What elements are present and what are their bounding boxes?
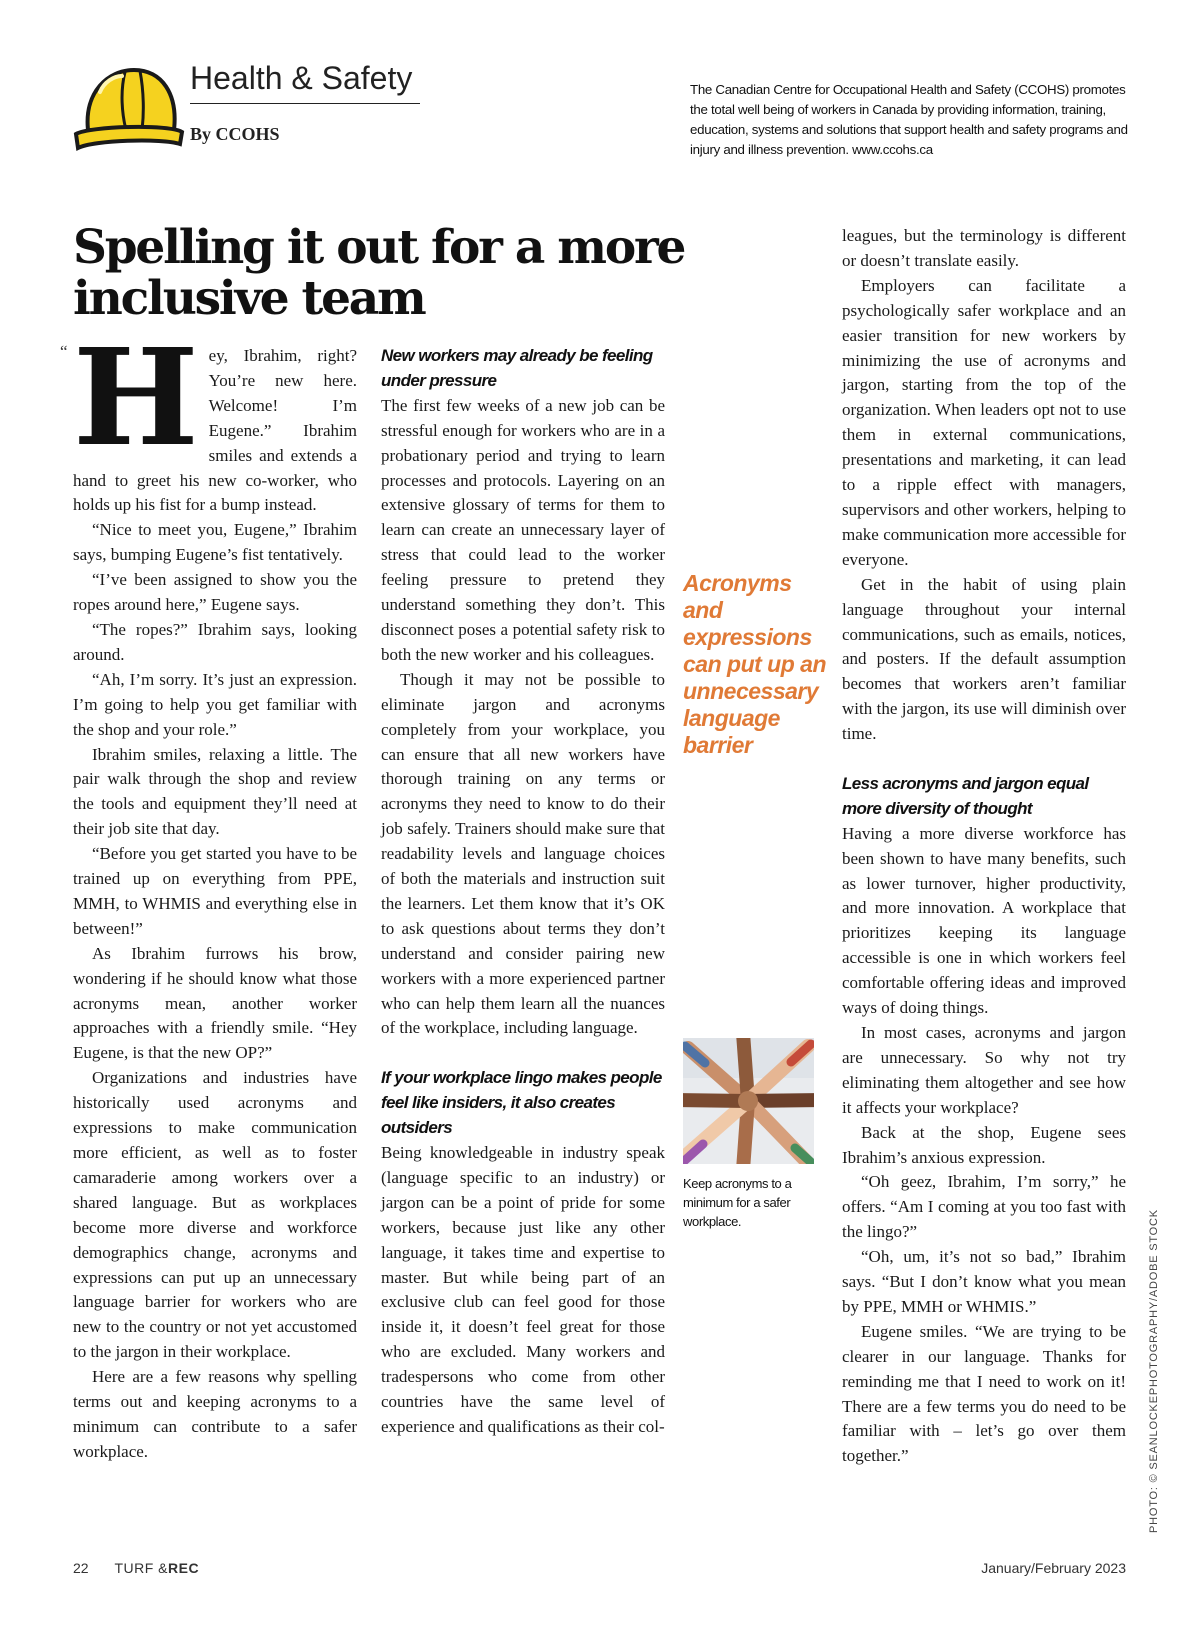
column-1	[60, 320, 357, 1465]
paragraph: “Oh, um, it’s not so bad,” Ibrahim says. “But I don’t know what you mean by PPE, MMH or WHMIS.”	[842, 1247, 1126, 1316]
column-3	[842, 224, 1126, 1469]
paragraph: Though it may not be possible to eliminate jargon and acronyms completely from your workplace, you can ensure that all new workers have thorough training on any terms or acronyms they need to know to do their job safely. Trainers should make sure that readability levels and language choices of both the materials and instruction suit the learners. Let them know that it’s OK to ask questions about terms they don’t understand and consider pairing new workers with a more experienced partner who can help them learn all the nuances of the workplace, including language.	[381, 669, 665, 1038]
paragraph: Being knowledgeable in industry speak (language specific to an industry) or jargon can be a point of pride for some workers, because just like any other language, it takes time and expertise to master. But while being part of an exclusive club can feel good for those inside it, it doesn’t feel great for those who are excluded. Many workers and tradespersons who come from other countries have the same level of experience and qualifications as their col-	[381, 1142, 665, 1436]
paragraph: Employers can facilitate a psychologically safer workplace and an easier transition for new workers by minimizing the use of acronyms and jargon, starting from the top of the organization. When leaders opt not to use them in external communications, presentations and marketing, it can lead to a ripple effect with managers, supervisors and other workers, helping to make communication more accessible for everyone.	[842, 275, 1126, 569]
paragraph: Having a more diverse workforce has been shown to have many benefits, such as lower turnover, higher productivity, and more innovation. A workplace that prioritizes keeping its language accessible is one in which workers feel comfortable offering ideas and improved ways of doing things.	[842, 823, 1126, 1018]
paragraph: ey, Ibrahim, right? You’re new here. Welcome! I’m Eugene.” Ibrahim smiles and extends a hand to greet his new co-worker, who holds up his fist for a bump instead.	[73, 346, 357, 515]
paragraph: In most cases, acronyms and jargon are unnecessary. So why not try eliminating them altogether and see how it affects your workplace?	[842, 1022, 1126, 1117]
issue-date: January/February 2023	[981, 1560, 1126, 1576]
paragraph: Get in the habit of using plain language throughout your internal communications, such as emails, notices, and posters. If the default assumption becomes that workers aren’t familiar with the jargon, its use will diminish over time.	[842, 574, 1126, 744]
paragraph: Back at the shop, Eugene sees Ibrahim’s anxious expression.	[842, 1122, 1126, 1167]
photo-caption: Keep acronyms to a minimum for a safer workplace.	[683, 1176, 792, 1229]
subhead: Less acronyms and jargon equal more diversity of thought	[842, 773, 1089, 818]
paragraph: “Before you get started you have to be trained up on everything from PPE, MMH, to WHMIS and everything else in between!”	[73, 844, 357, 938]
pull-quote: Acronyms and expressions can put up an unnecessary language barrier	[683, 570, 826, 758]
magazine-name: TURF &	[114, 1560, 169, 1576]
paragraph: “Ah, I’m sorry. It’s just an expression. I’m going to help you get familiar with the shop and your role.”	[73, 669, 357, 739]
opening-paragraph	[60, 320, 357, 518]
subhead: New workers may already be feeling under pressure	[381, 346, 653, 390]
paragraph: As Ibrahim furrows his brow, wondering if he should know what those acronyms mean, another worker approaches with a friendly smile. “Hey Eugene, is that the new OP?”	[73, 943, 357, 1063]
open-quote: “	[60, 342, 68, 361]
paragraph: leagues, but the terminology is different or doesn’t translate easily.	[842, 226, 1126, 270]
hardhat-icon	[70, 62, 185, 157]
column-2	[381, 344, 665, 1440]
paragraph: Ibrahim smiles, relaxing a little. The pair walk through the shop and review the tools and equipment they’ll need at their job site that day.	[73, 744, 357, 839]
paragraph: “The ropes?” Ibrahim says, looking around.	[73, 619, 357, 664]
folio-left	[73, 1560, 199, 1576]
paragraph: “Oh geez, Ibrahim, I’m sorry,” he offers. “Am I coming at you too fast with the lingo?”	[842, 1172, 1126, 1242]
paragraph: The first few weeks of a new job can be stressful enough for workers who are in a probationary period and trying to learn processes and protocols. Layering on an extensive glossary of terms for them to learn can create an unnecessary layer of stress that could lead to the worker feeling pressure to pretend they understand something they don’t. This disconnect poses a potential safety risk to both the new worker and his colleagues.	[381, 395, 665, 664]
byline: By CCOHS	[190, 124, 280, 144]
paragraph: Here are a few reasons why spelling terms out and keeping acronyms to a minimum can contribute to a safer workplace.	[73, 1367, 357, 1461]
paragraph: Organizations and industries have historically used acronyms and expressions to make communication more efficient, as well as to foster camaraderie among workers over a shared language. But as workplaces become more diverse and workforce demographics change, acronyms and expressions can put up an unnecessary language barrier for workers who are new to the country or not yet accustomed to the jargon in their workplace.	[73, 1068, 357, 1362]
drop-cap: H	[73, 320, 199, 476]
paragraph: “I’ve been assigned to show you the ropes around here,” Eugene says.	[73, 570, 357, 615]
headline: Spelling it out for a more inclusive team	[73, 220, 685, 326]
hands-together-photo	[683, 1038, 814, 1164]
paragraph: “Nice to meet you, Eugene,” Ibrahim says, bumping Eugene’s fist tentatively.	[73, 520, 357, 565]
magazine-name-bold: REC	[168, 1560, 200, 1576]
paragraph: Eugene smiles. “We are trying to be clearer in our language. Thanks for reminding me that I need to work on it! There are a few terms you do need to be familiar with – let’s go over them together.”	[842, 1321, 1126, 1466]
about-ccohs: The Canadian Centre for Occupational Health and Safety (CCOHS) promotes the total well being of workers in Canada by providing information, training, education, systems and solutions that support health and safety programs and injury and illness prevention. www.ccohs.ca	[690, 82, 1128, 157]
photo-credit: PHOTO: © SEANLOCKEPHOTOGRAPHY/ADOBE STOCK	[1148, 1209, 1160, 1533]
page-number: 22	[73, 1560, 89, 1576]
subhead: If your workplace lingo makes people feel like insiders, it also creates outsiders	[381, 1068, 662, 1138]
section-title: Health & Safety	[190, 60, 420, 104]
